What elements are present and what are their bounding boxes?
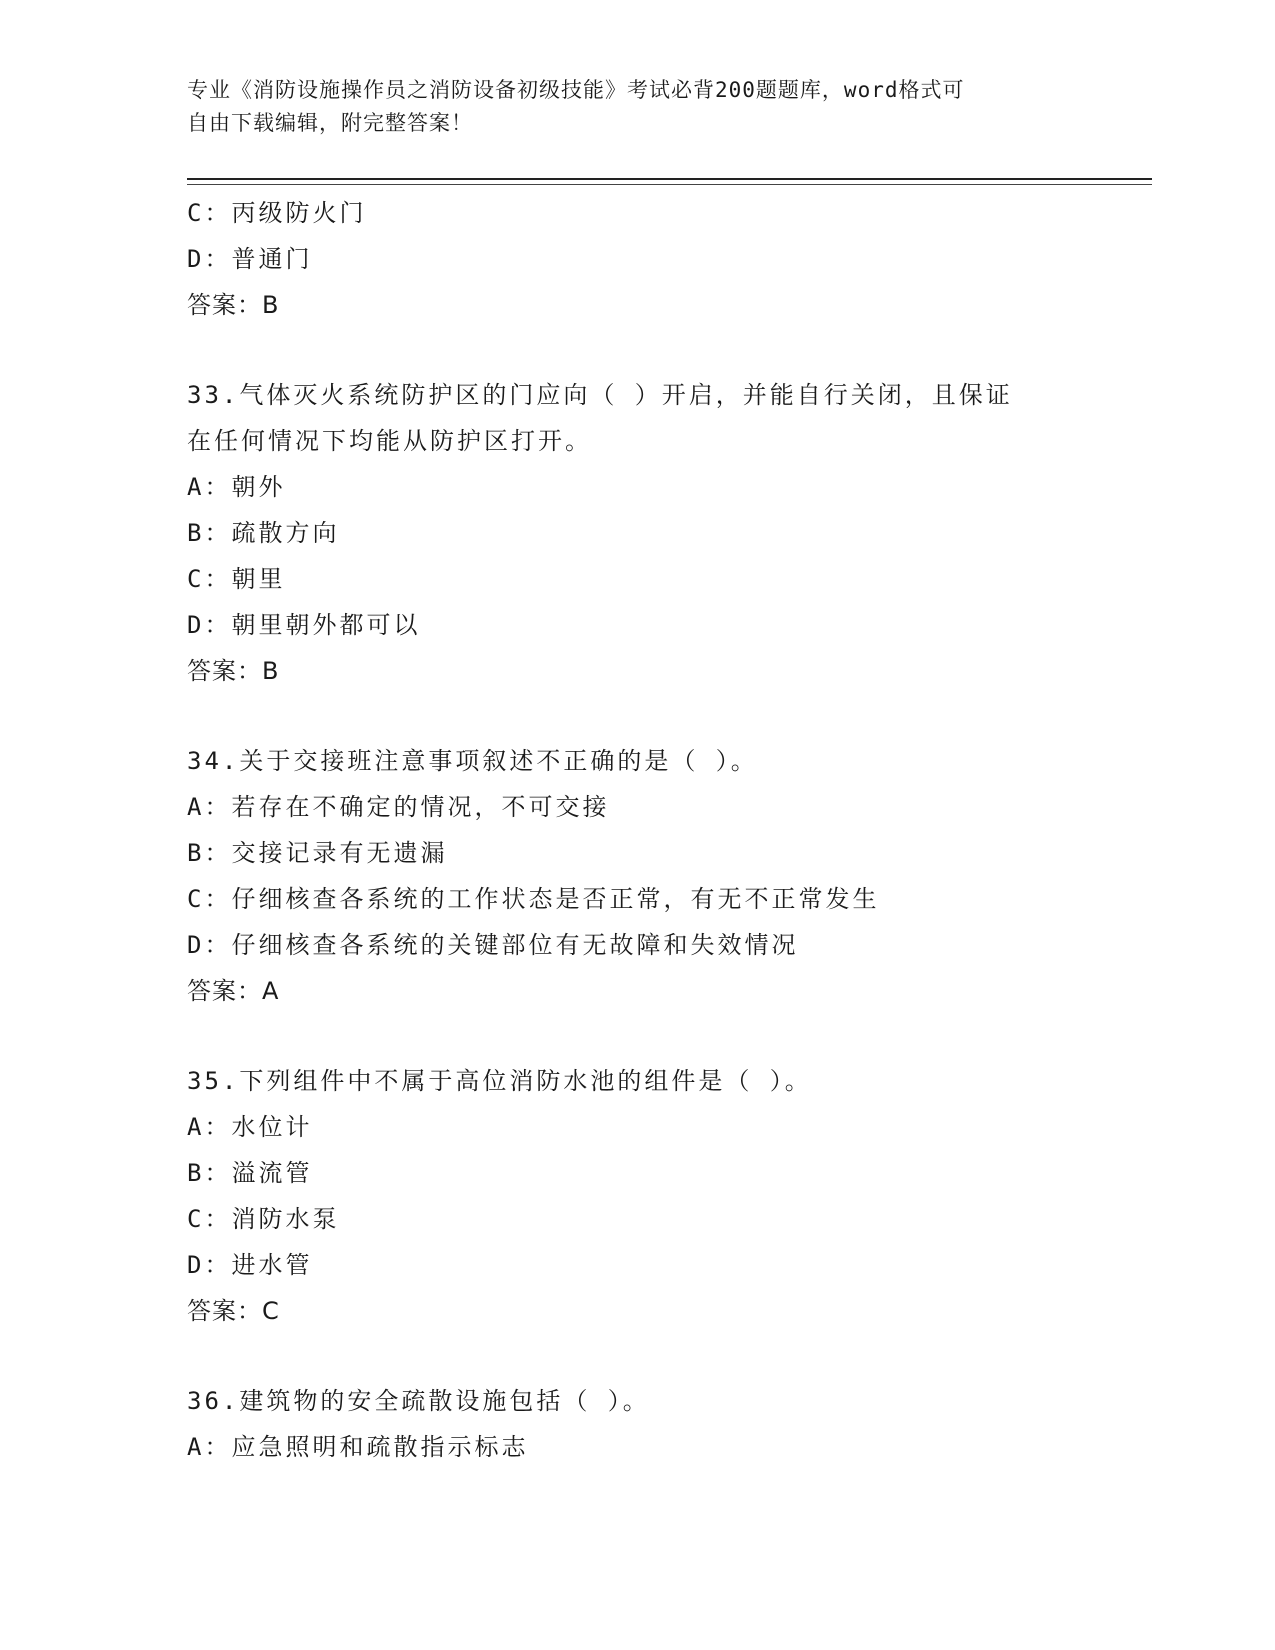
question-34 <box>187 738 1152 1014</box>
option-b: B：交接记录有无遗漏 <box>187 839 448 867</box>
question-spacer <box>187 694 1152 738</box>
header-title-line-2: 自由下载编辑，附完整答案！ <box>187 111 473 135</box>
answer-line: 答案：B <box>187 291 280 319</box>
header-divider-thick <box>187 178 1152 180</box>
option-a: A：朝外 <box>187 473 286 501</box>
option-c: C：朝里 <box>187 565 286 593</box>
document-header <box>187 74 1087 140</box>
question-33 <box>187 372 1152 694</box>
option-d: D：进水管 <box>187 1251 313 1279</box>
option-b: B：溢流管 <box>187 1159 313 1187</box>
question-spacer <box>187 1014 1152 1058</box>
question-stem-line-1: 36.建筑物的安全疏散设施包括（ ）。 <box>187 1387 650 1415</box>
answer-line: 答案：A <box>187 977 280 1005</box>
option-d: D：仔细核查各系统的关键部位有无故障和失效情况 <box>187 931 799 959</box>
answer-line: 答案：C <box>187 1297 280 1325</box>
option-c: C：消防水泵 <box>187 1205 340 1233</box>
question-content <box>187 190 1152 1470</box>
question-stem-line-1: 35.下列组件中不属于高位消防水池的组件是（ ）。 <box>187 1067 812 1095</box>
option-d: D：普通门 <box>187 245 313 273</box>
option-c: C：仔细核查各系统的工作状态是否正常，有无不正常发生 <box>187 885 880 913</box>
question-32-continued <box>187 190 1152 328</box>
question-spacer <box>187 328 1152 372</box>
header-divider-thin <box>187 184 1152 185</box>
header-title-line-1: 专业《消防设施操作员之消防设备初级技能》考试必背200题题库，word格式可 <box>187 78 965 102</box>
question-35 <box>187 1058 1152 1334</box>
answer-line: 答案：B <box>187 657 280 685</box>
question-36 <box>187 1378 1152 1470</box>
question-stem-line-1: 33.气体灭火系统防护区的门应向（ ）开启，并能自行关闭，且保证 <box>187 381 1013 409</box>
option-a: A：水位计 <box>187 1113 313 1141</box>
option-a: A：若存在不确定的情况，不可交接 <box>187 793 610 821</box>
question-spacer <box>187 1334 1152 1378</box>
option-a: A：应急照明和疏散指示标志 <box>187 1433 529 1461</box>
option-c: C：丙级防火门 <box>187 199 367 227</box>
question-stem-line-1: 34.关于交接班注意事项叙述不正确的是（ ）。 <box>187 747 758 775</box>
option-d: D：朝里朝外都可以 <box>187 611 421 639</box>
question-stem-line-2: 在任何情况下均能从防护区打开。 <box>187 427 592 455</box>
option-b: B：疏散方向 <box>187 519 340 547</box>
